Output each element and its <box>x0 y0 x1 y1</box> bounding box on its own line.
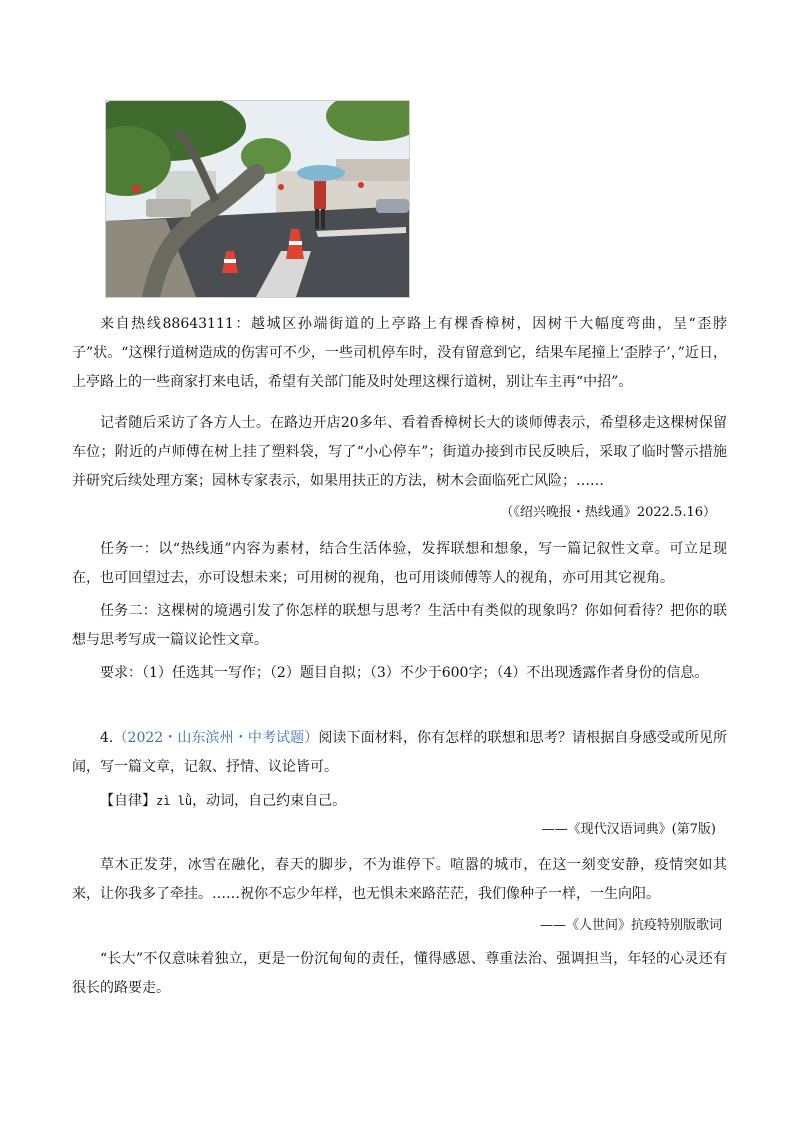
lyric-source: ——《人世间》抗疫特别版歌词 <box>539 918 722 933</box>
lyric-paragraph: 草木正发芽，冰雪在融化，春天的脚步，不为谁停下。喧嚣的城市，在这一刻变安静，疫情突如其来，让你我多了牵挂。……祝你不忘少年样，也无惧未来路茫茫，我们像种子一样，一生向阳。 <box>72 857 727 902</box>
task-one: 任务一：以“热线通”内容为素材，结合生活体验，发挥联想和想象，写一篇记叙性文章。可立足现在，也可回望过去，亦可设想未来；可用树的视角，也可用谈师傅等人的视角，亦可用其它视角。 <box>72 541 727 586</box>
question-source: （2022・山东滨州・中考试题） <box>113 730 319 746</box>
definition-body: ，动词，自己约束自己。 <box>192 793 347 809</box>
definition-line <box>72 787 727 816</box>
dictionary-source: ——《现代汉语词典》(第7版) <box>541 822 716 837</box>
street-tree-photo <box>105 100 410 298</box>
question-number: 4. <box>100 730 114 746</box>
requirements: 要求：（1）任选其一写作；（2）题目自拟；（3）不少于600字；（4）不出现透露作者身份的信息。 <box>100 665 709 681</box>
closing-paragraph: “长大”不仅意味着独立，更是一份沉甸甸的责任，懂得感恩、尊重法治、强调担当，年轻的心灵还有很长的路要走。 <box>72 951 727 996</box>
definition-head: 【自律】 <box>100 793 156 809</box>
material-paragraph-1: 来自热线88643111：越城区孙端街道的上亭路上有棵香樟树，因树干大幅度弯曲，呈“歪脖子”状。“这棵行道树造成的伤害可不少，一些司机停车时，没有留意到它，结果车尾撞上‘歪脖子’，”近日，上亭路上的一些商家打来电话，希望有关部门能及时处理这棵行道树，别让车主再“中招”。 <box>72 316 727 390</box>
material-paragraph-2: 记者随后采访了各方人士。在路边开店20多年、看着香樟树长大的谈师傅表示，希望移走这棵树保留车位；附近的卢师傅在树上挂了塑料袋，写了“小心停车”；街道办接到市民反映后，采取了临时警示措施并研究后续处理方案；园林专家表示，如果用扶正的方法，树木会面临死亡风险；…… <box>72 415 727 489</box>
question-prompt: 阅读下面材料，你有怎样的联想和思考？请根据自身感受或所见所闻，写一篇文章，记叙、抒情、议论皆可。 <box>72 730 727 775</box>
material-source: （《绍兴晚报・热线通》2022.5.16） <box>500 505 716 520</box>
question-4-prompt <box>72 724 727 782</box>
task-two: 任务二：这棵树的境遇引发了你怎样的联想与思考？生活中有类似的现象吗？你如何看待？把你的联想与思考写成一篇议论性文章。 <box>72 603 727 648</box>
definition-pinyin: zì lǜ <box>156 794 193 808</box>
